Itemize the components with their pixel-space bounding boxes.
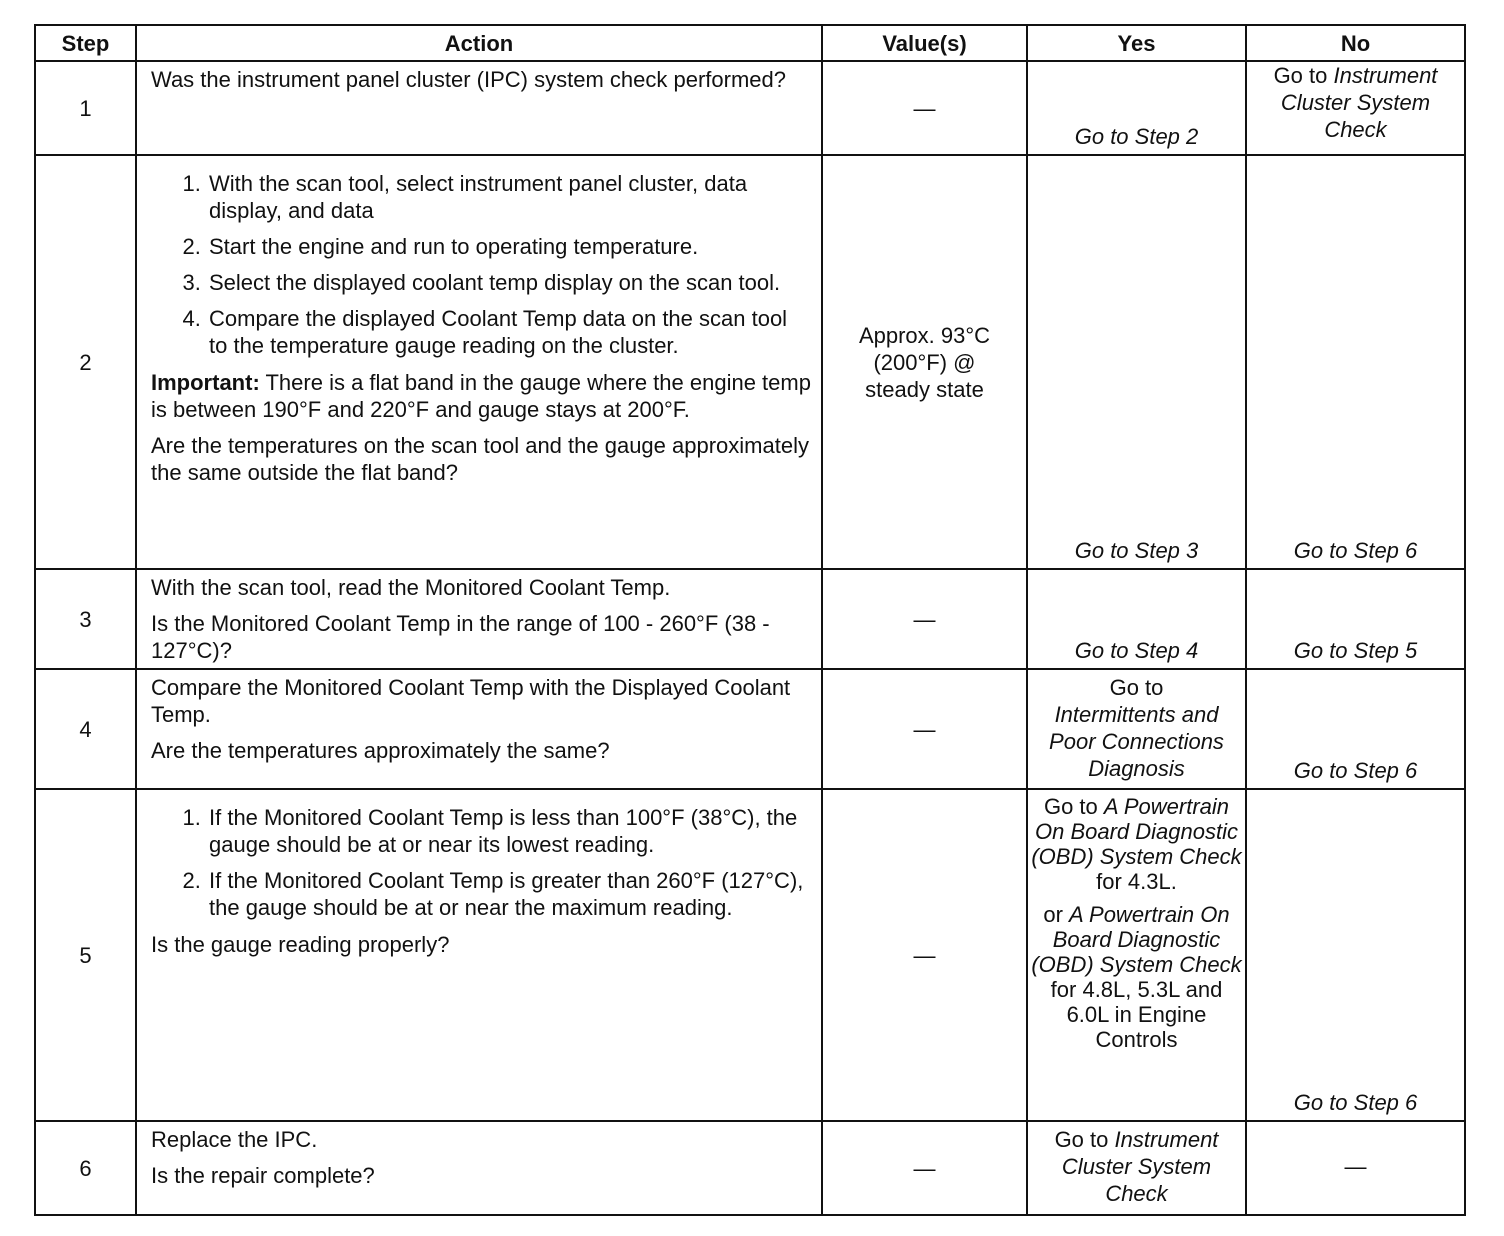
question-text: Is the gauge reading properly? bbox=[151, 932, 450, 957]
value-cell: — bbox=[822, 61, 1027, 155]
no-cell bbox=[1246, 61, 1465, 155]
yes-suffix: for 4.3L. bbox=[1096, 869, 1177, 894]
yes-cell bbox=[1027, 669, 1246, 789]
step-number: 6 bbox=[35, 1121, 136, 1215]
no-cell: — bbox=[1246, 1121, 1465, 1215]
yes-cell bbox=[1027, 61, 1246, 155]
yes-option-2 bbox=[1030, 902, 1243, 1052]
value-cell: — bbox=[822, 1121, 1027, 1215]
action-text: Compare the Monitored Coolant Temp with the Displayed Coolant Temp. bbox=[151, 675, 791, 727]
procedure-list bbox=[151, 170, 811, 359]
no-cell bbox=[1246, 789, 1465, 1121]
yes-link[interactable]: A Powertrain On Board Diagnostic (OBD) System Check bbox=[1031, 902, 1242, 977]
table-row bbox=[35, 1121, 1465, 1215]
action-text: With the scan tool, read the Monitored Coolant Temp. bbox=[151, 575, 671, 600]
value-cell: — bbox=[822, 789, 1027, 1121]
no-cell bbox=[1246, 669, 1465, 789]
procedure-item: 3. Select the displayed coolant temp display on the scan tool. bbox=[207, 269, 811, 296]
no-link[interactable]: Instrument Cluster System Check bbox=[1280, 63, 1438, 142]
yes-prefix: Go to bbox=[1109, 675, 1164, 700]
no-cell bbox=[1246, 569, 1465, 669]
step-number: 2 bbox=[35, 155, 136, 569]
yes-prefix: or bbox=[1043, 902, 1070, 927]
yes-link[interactable]: Intermittents and Poor Connections Diagnosis bbox=[1049, 702, 1224, 781]
no-prefix: Go to bbox=[1273, 63, 1334, 88]
value-line: Approx. 93°C bbox=[858, 322, 991, 348]
yes-link[interactable]: A Powertrain On Board Diagnostic (OBD) System Check bbox=[1031, 794, 1242, 869]
procedure-item: 1. With the scan tool, select instrument panel cluster, data display, and data bbox=[207, 170, 811, 224]
action-cell bbox=[136, 789, 822, 1121]
step-number: 1 bbox=[35, 61, 136, 155]
question-text: Are the temperatures on the scan tool and the gauge approximately the same outside the flat band? bbox=[151, 433, 809, 485]
header-row bbox=[35, 25, 1465, 61]
value-line: (200°F) @ bbox=[873, 349, 976, 375]
table-row bbox=[35, 789, 1465, 1121]
header-values: Value(s) bbox=[822, 25, 1027, 61]
no-link[interactable]: Go to Step 6 bbox=[1293, 1090, 1418, 1115]
important-label: Important: bbox=[151, 370, 260, 395]
procedure-item: 2. Start the engine and run to operating temperature. bbox=[207, 233, 811, 260]
yes-link[interactable]: Go to Step 2 bbox=[1074, 124, 1199, 149]
procedure-item: 1. If the Monitored Coolant Temp is less than 100°F (38°C), the gauge should be at or near its lowest reading. bbox=[207, 804, 811, 858]
important-text: There is a flat band in the gauge where the engine temp is between 190°F and 220°F and gauge stays at 200°F. bbox=[151, 370, 811, 422]
value-cell bbox=[822, 155, 1027, 569]
yes-link[interactable]: Instrument Cluster System Check bbox=[1061, 1127, 1219, 1206]
table-row bbox=[35, 669, 1465, 789]
no-link[interactable]: Go to Step 6 bbox=[1293, 758, 1418, 783]
table-row bbox=[35, 61, 1465, 155]
no-link[interactable]: Go to Step 5 bbox=[1293, 638, 1418, 663]
step-number: 5 bbox=[35, 789, 136, 1121]
table-row bbox=[35, 569, 1465, 669]
action-text: Replace the IPC. bbox=[151, 1127, 318, 1152]
procedure-list bbox=[151, 804, 811, 921]
yes-link[interactable]: Go to Step 3 bbox=[1074, 538, 1199, 563]
yes-prefix: Go to bbox=[1043, 794, 1104, 819]
procedure-item: 4. Compare the displayed Coolant Temp data on the scan tool to the temperature gauge reading on the cluster. bbox=[207, 305, 811, 359]
yes-cell bbox=[1027, 155, 1246, 569]
no-link[interactable]: Go to Step 6 bbox=[1293, 538, 1418, 563]
diagnostic-table bbox=[34, 24, 1466, 1216]
yes-cell bbox=[1027, 1121, 1246, 1215]
action-cell bbox=[136, 155, 822, 569]
yes-prefix: Go to bbox=[1054, 1127, 1115, 1152]
question-text: Is the Monitored Coolant Temp in the range of 100 - 260°F (38 - 127°C)? bbox=[151, 611, 770, 663]
header-yes: Yes bbox=[1027, 25, 1246, 61]
yes-cell bbox=[1027, 789, 1246, 1121]
step-number: 3 bbox=[35, 569, 136, 669]
step-number: 4 bbox=[35, 669, 136, 789]
action-cell bbox=[136, 569, 822, 669]
question-text: Is the repair complete? bbox=[151, 1163, 375, 1188]
action-cell bbox=[136, 669, 822, 789]
yes-option-1 bbox=[1030, 794, 1243, 894]
no-cell bbox=[1246, 155, 1465, 569]
procedure-item: 2. If the Monitored Coolant Temp is greater than 260°F (127°C), the gauge should be at or near the maximum reading. bbox=[207, 867, 811, 921]
header-action: Action bbox=[136, 25, 822, 61]
value-cell: — bbox=[822, 669, 1027, 789]
action-text: Was the instrument panel cluster (IPC) system check performed? bbox=[151, 67, 786, 92]
yes-link[interactable]: Go to Step 4 bbox=[1074, 638, 1199, 663]
action-cell bbox=[136, 61, 822, 155]
value-cell: — bbox=[822, 569, 1027, 669]
table-row bbox=[35, 155, 1465, 569]
header-step: Step bbox=[35, 25, 136, 61]
yes-cell bbox=[1027, 569, 1246, 669]
yes-suffix: for 4.8L, 5.3L and 6.0L in Engine Controls bbox=[1050, 977, 1223, 1052]
header-no: No bbox=[1246, 25, 1465, 61]
question-text: Are the temperatures approximately the same? bbox=[151, 738, 610, 763]
value-line: steady state bbox=[865, 376, 984, 402]
important-note bbox=[151, 369, 811, 423]
action-cell bbox=[136, 1121, 822, 1215]
